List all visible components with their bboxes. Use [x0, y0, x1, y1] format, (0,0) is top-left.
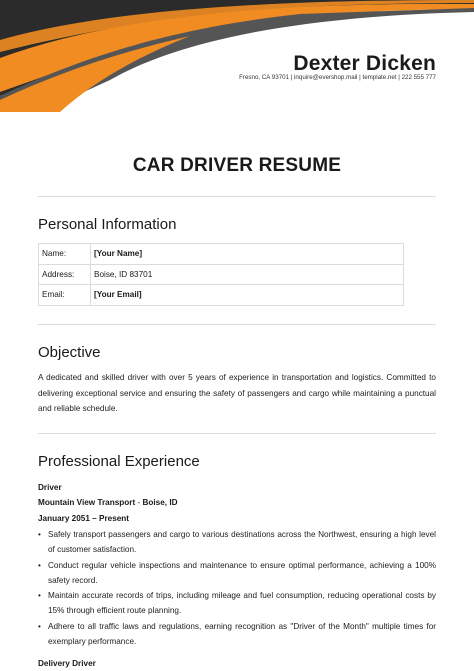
name-value: [Your Name] — [91, 244, 404, 265]
job-entry — [38, 480, 436, 649]
list-item: • Conduct regular vehicle inspections and maintenance to ensure optimal performance, achieving a 100% safety record. — [38, 560, 436, 585]
address-value: Boise, ID 83701 — [91, 264, 404, 285]
address-label: Address: — [39, 264, 91, 285]
email-label: Email: — [39, 285, 91, 306]
candidate-name: Dexter Dicken — [293, 52, 436, 75]
divider — [38, 324, 436, 325]
job-location: Boise, ID — [142, 498, 178, 507]
objective-text: A dedicated and skilled driver with over 5 years of experience in transportation and logistics. Committed to delivering exceptional service and ensuring the safety of passengers and cargo while maintaining a punctual and reliable schedule. — [38, 373, 436, 413]
contact-line: Fresno, CA 93701 | inquire@evershop.mail | template.net | 222 555 777 — [239, 74, 436, 81]
header-banner — [0, 0, 474, 112]
list-item: • Adhere to all traffic laws and regulations, earning recognition as "Driver of the Month" multiple times for exemplary performance. — [38, 621, 436, 647]
job2-role: Delivery Driver — [38, 659, 96, 668]
experience-heading: Professional Experience — [38, 453, 200, 470]
objective-heading: Objective — [38, 344, 101, 361]
list-item: • Maintain accurate records of trips, including mileage and fuel consumption, reducing operational costs by 15% through efficient route planning. — [38, 591, 436, 616]
table-row — [39, 285, 404, 306]
job-company-line: Mountain View Transport - Boise, ID — [38, 498, 178, 507]
personal-info-table — [38, 243, 404, 306]
job-company: Mountain View Transport — [38, 498, 136, 507]
table-row — [39, 244, 404, 265]
job-dates: January 2051 – Present — [38, 514, 130, 523]
personal-info-heading: Personal Information — [38, 216, 177, 233]
divider — [38, 196, 436, 197]
divider — [38, 433, 436, 434]
job-role: Driver — [38, 483, 62, 492]
list-item: • Safely transport passengers and cargo to various destinations across the Northwest, ensuring a high level of customer satisfaction. — [38, 530, 436, 555]
document-title: CAR DRIVER RESUME — [132, 155, 342, 176]
email-value: [Your Email] — [91, 285, 404, 306]
job-bullets — [38, 527, 436, 649]
table-row — [39, 264, 404, 285]
name-label: Name: — [39, 244, 91, 265]
